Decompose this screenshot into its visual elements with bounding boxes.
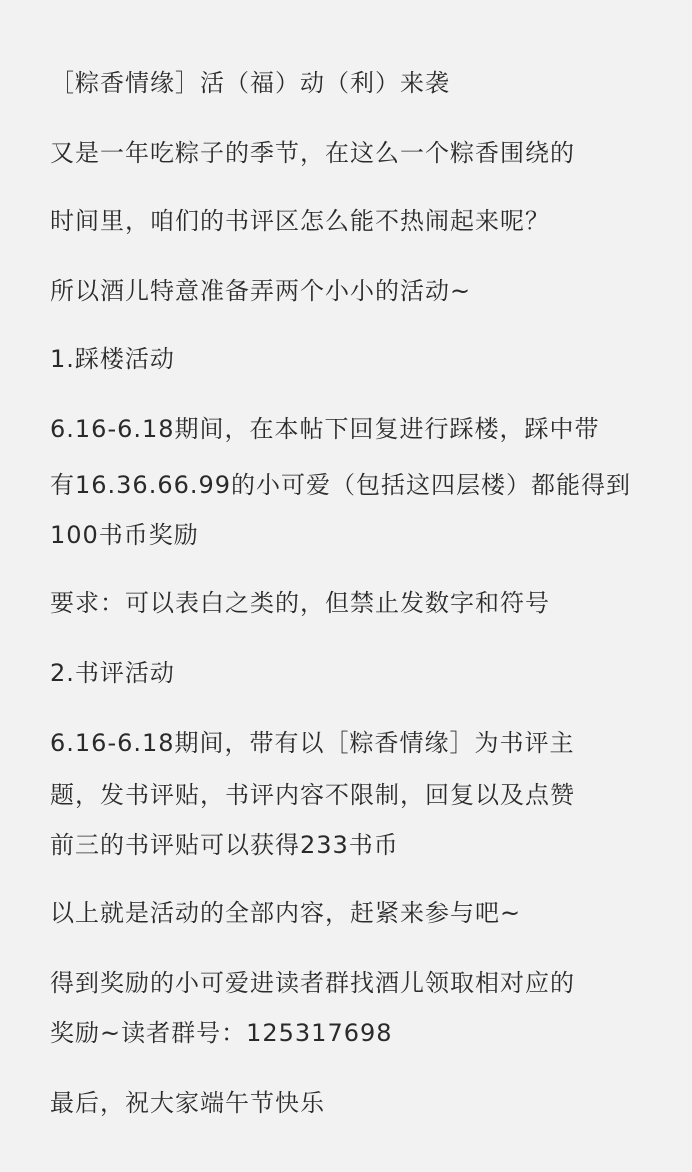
paragraph-line: 6.16-6.18期间，带有以［粽香情缘］为书评主: [50, 729, 575, 757]
paragraph-line: 要求：可以表白之类的，但禁止发数字和符号: [50, 589, 550, 617]
paragraph-line: 6.16-6.18期间，在本帖下回复进行踩楼，踩中带: [50, 415, 600, 443]
paragraph-line: 题，发书评贴，书评内容不限制，回复以及点赞: [50, 781, 575, 809]
paragraph-line: 所以酒儿特意准备弄两个小小的活动~: [50, 277, 472, 305]
closing-line: 最后，祝大家端午节快乐: [50, 1089, 325, 1117]
paragraph-line: 又是一年吃粽子的季节，在这么一个粽香围绕的: [50, 139, 575, 167]
paragraph-line: 前三的书评贴可以获得233书币: [50, 831, 399, 859]
paragraph-line: 有16.36.66.99的小可爱（包括这四层楼）都能得到: [50, 471, 632, 499]
paragraph-line: 奖励~读者群号：125317698: [50, 1019, 393, 1047]
paragraph-line: 100书币奖励: [50, 521, 199, 549]
paragraph-line: 以上就是活动的全部内容，赶紧来参与吧~: [50, 899, 522, 927]
section-heading-review-activity: 2.书评活动: [50, 659, 175, 687]
paragraph-line: 得到奖励的小可爱进读者群找酒儿领取相对应的: [50, 969, 575, 997]
section-heading-floor-activity: 1.踩楼活动: [50, 345, 175, 373]
article-title: ［粽香情缘］活（福）动（利）来袭: [50, 69, 450, 97]
paragraph-line: 时间里，咱们的书评区怎么能不热闹起来呢？: [50, 207, 550, 235]
